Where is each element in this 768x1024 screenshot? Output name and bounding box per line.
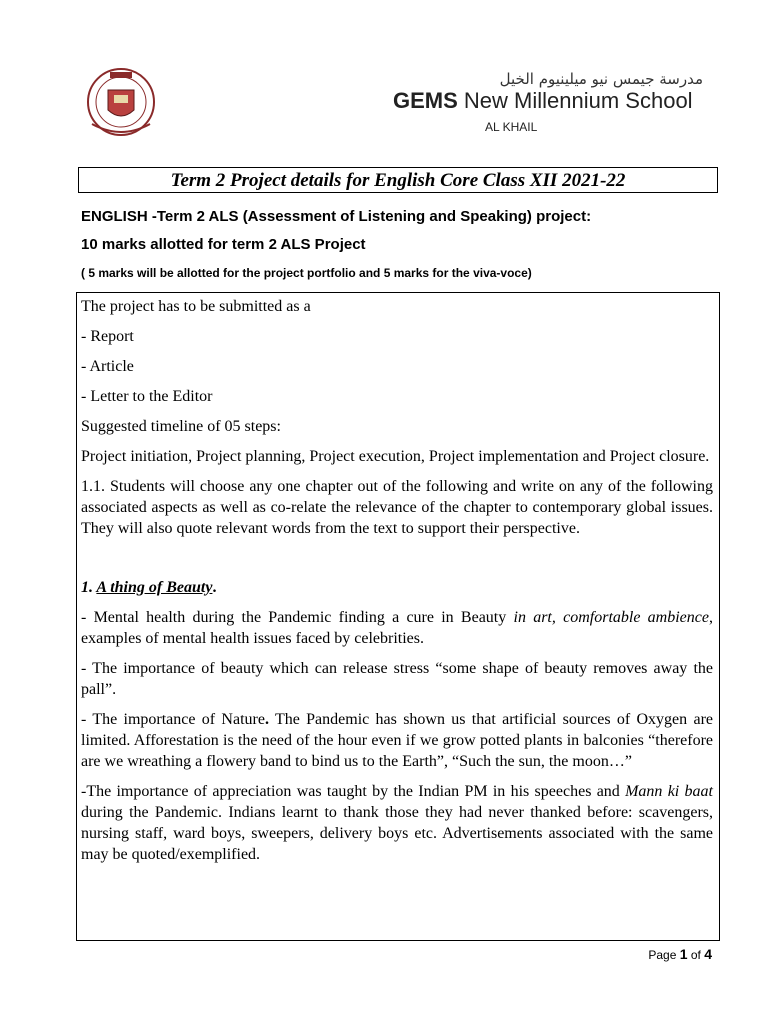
aspect-emphasis: Mann ki baat — [625, 783, 713, 800]
aspect-paragraph — [81, 607, 713, 649]
chapter-title: A thing of Beauty — [96, 579, 213, 596]
page-number — [648, 946, 712, 962]
chapter-number: 1. — [81, 579, 97, 596]
aspect-text: - The importance of Nature — [81, 711, 265, 728]
submission-intro: The project has to be submitted as a — [81, 298, 311, 315]
heading-als: ENGLISH -Term 2 ALS (Assessment of Listening and Speaking) project: — [81, 208, 592, 225]
aspect-text: The Pandemic has shown us that artificial sources of Oxygen are limited. Afforestation is the need of the hour even if we grow potted plants in balconies “therefore are we wreathing a flowery band to bind us to the Earth”, “Such the sun, the moon…” — [81, 711, 713, 770]
school-name-arabic: مدرسة جيمس نيو ميلينيوم الخيل — [499, 70, 703, 88]
aspect-emphasis: . — [264, 711, 269, 728]
aspect-text: -The importance of appreciation was taught by the Indian PM in his speeches and — [81, 783, 626, 800]
aspect-text: - Mental health during the Pandemic finding a cure in Beauty — [81, 609, 514, 626]
page-word: Page — [648, 948, 680, 962]
chapter-instruction: 1.1. Students will choose any one chapter out of the following and write on any of the following associated aspects as well as co-relate the relevance of the chapter to contemporary global issues. They will also quote relevant words from the text to support their perspective. — [81, 478, 713, 537]
current-page: 1 — [679, 946, 688, 962]
project-details-box — [76, 292, 720, 941]
chapter-heading-end: . — [212, 579, 217, 596]
school-crest-logo — [86, 62, 156, 144]
aspect-paragraph — [81, 709, 713, 772]
aspect-emphasis: in art, comfortable ambience — [513, 609, 709, 626]
school-campus: AL KHAIL — [485, 120, 538, 134]
school-name — [393, 88, 693, 114]
aspect-paragraph: - The importance of beauty which can release stress “some shape of beauty removes away the pall”. — [81, 660, 713, 698]
school-branding — [393, 70, 713, 140]
timeline-steps: Project initiation, Project planning, Project execution, Project implementation and Project closure. — [81, 448, 710, 465]
submission-option: - Letter to the Editor — [81, 388, 213, 405]
school-name-rest: New Millennium School — [463, 88, 693, 113]
total-pages: 4 — [704, 946, 712, 962]
chapter-heading — [81, 577, 713, 598]
document-title: Term 2 Project details for English Core Class XII 2021-22 — [78, 167, 718, 193]
submission-option: - Report — [81, 328, 134, 345]
heading-marks-breakdown: ( 5 marks will be allotted for the project portfolio and 5 marks for the viva-voce) — [81, 266, 532, 280]
aspect-paragraph — [81, 781, 713, 865]
timeline-label: Suggested timeline of 05 steps: — [81, 418, 281, 435]
heading-marks: 10 marks allotted for term 2 ALS Project — [81, 236, 366, 253]
school-brand: GEMS — [393, 88, 458, 113]
submission-option: - Article — [81, 358, 134, 375]
aspect-text: , examples of mental health issues faced by celebrities. — [81, 609, 713, 647]
of-word: of — [687, 948, 705, 962]
aspect-text: during the Pandemic. Indians learnt to thank those they had never thanked before: scavengers, nursing staff, ward boys, sweepers, delivery boys etc. Advertisements associated with the same may be quoted/exemplified. — [81, 804, 713, 863]
